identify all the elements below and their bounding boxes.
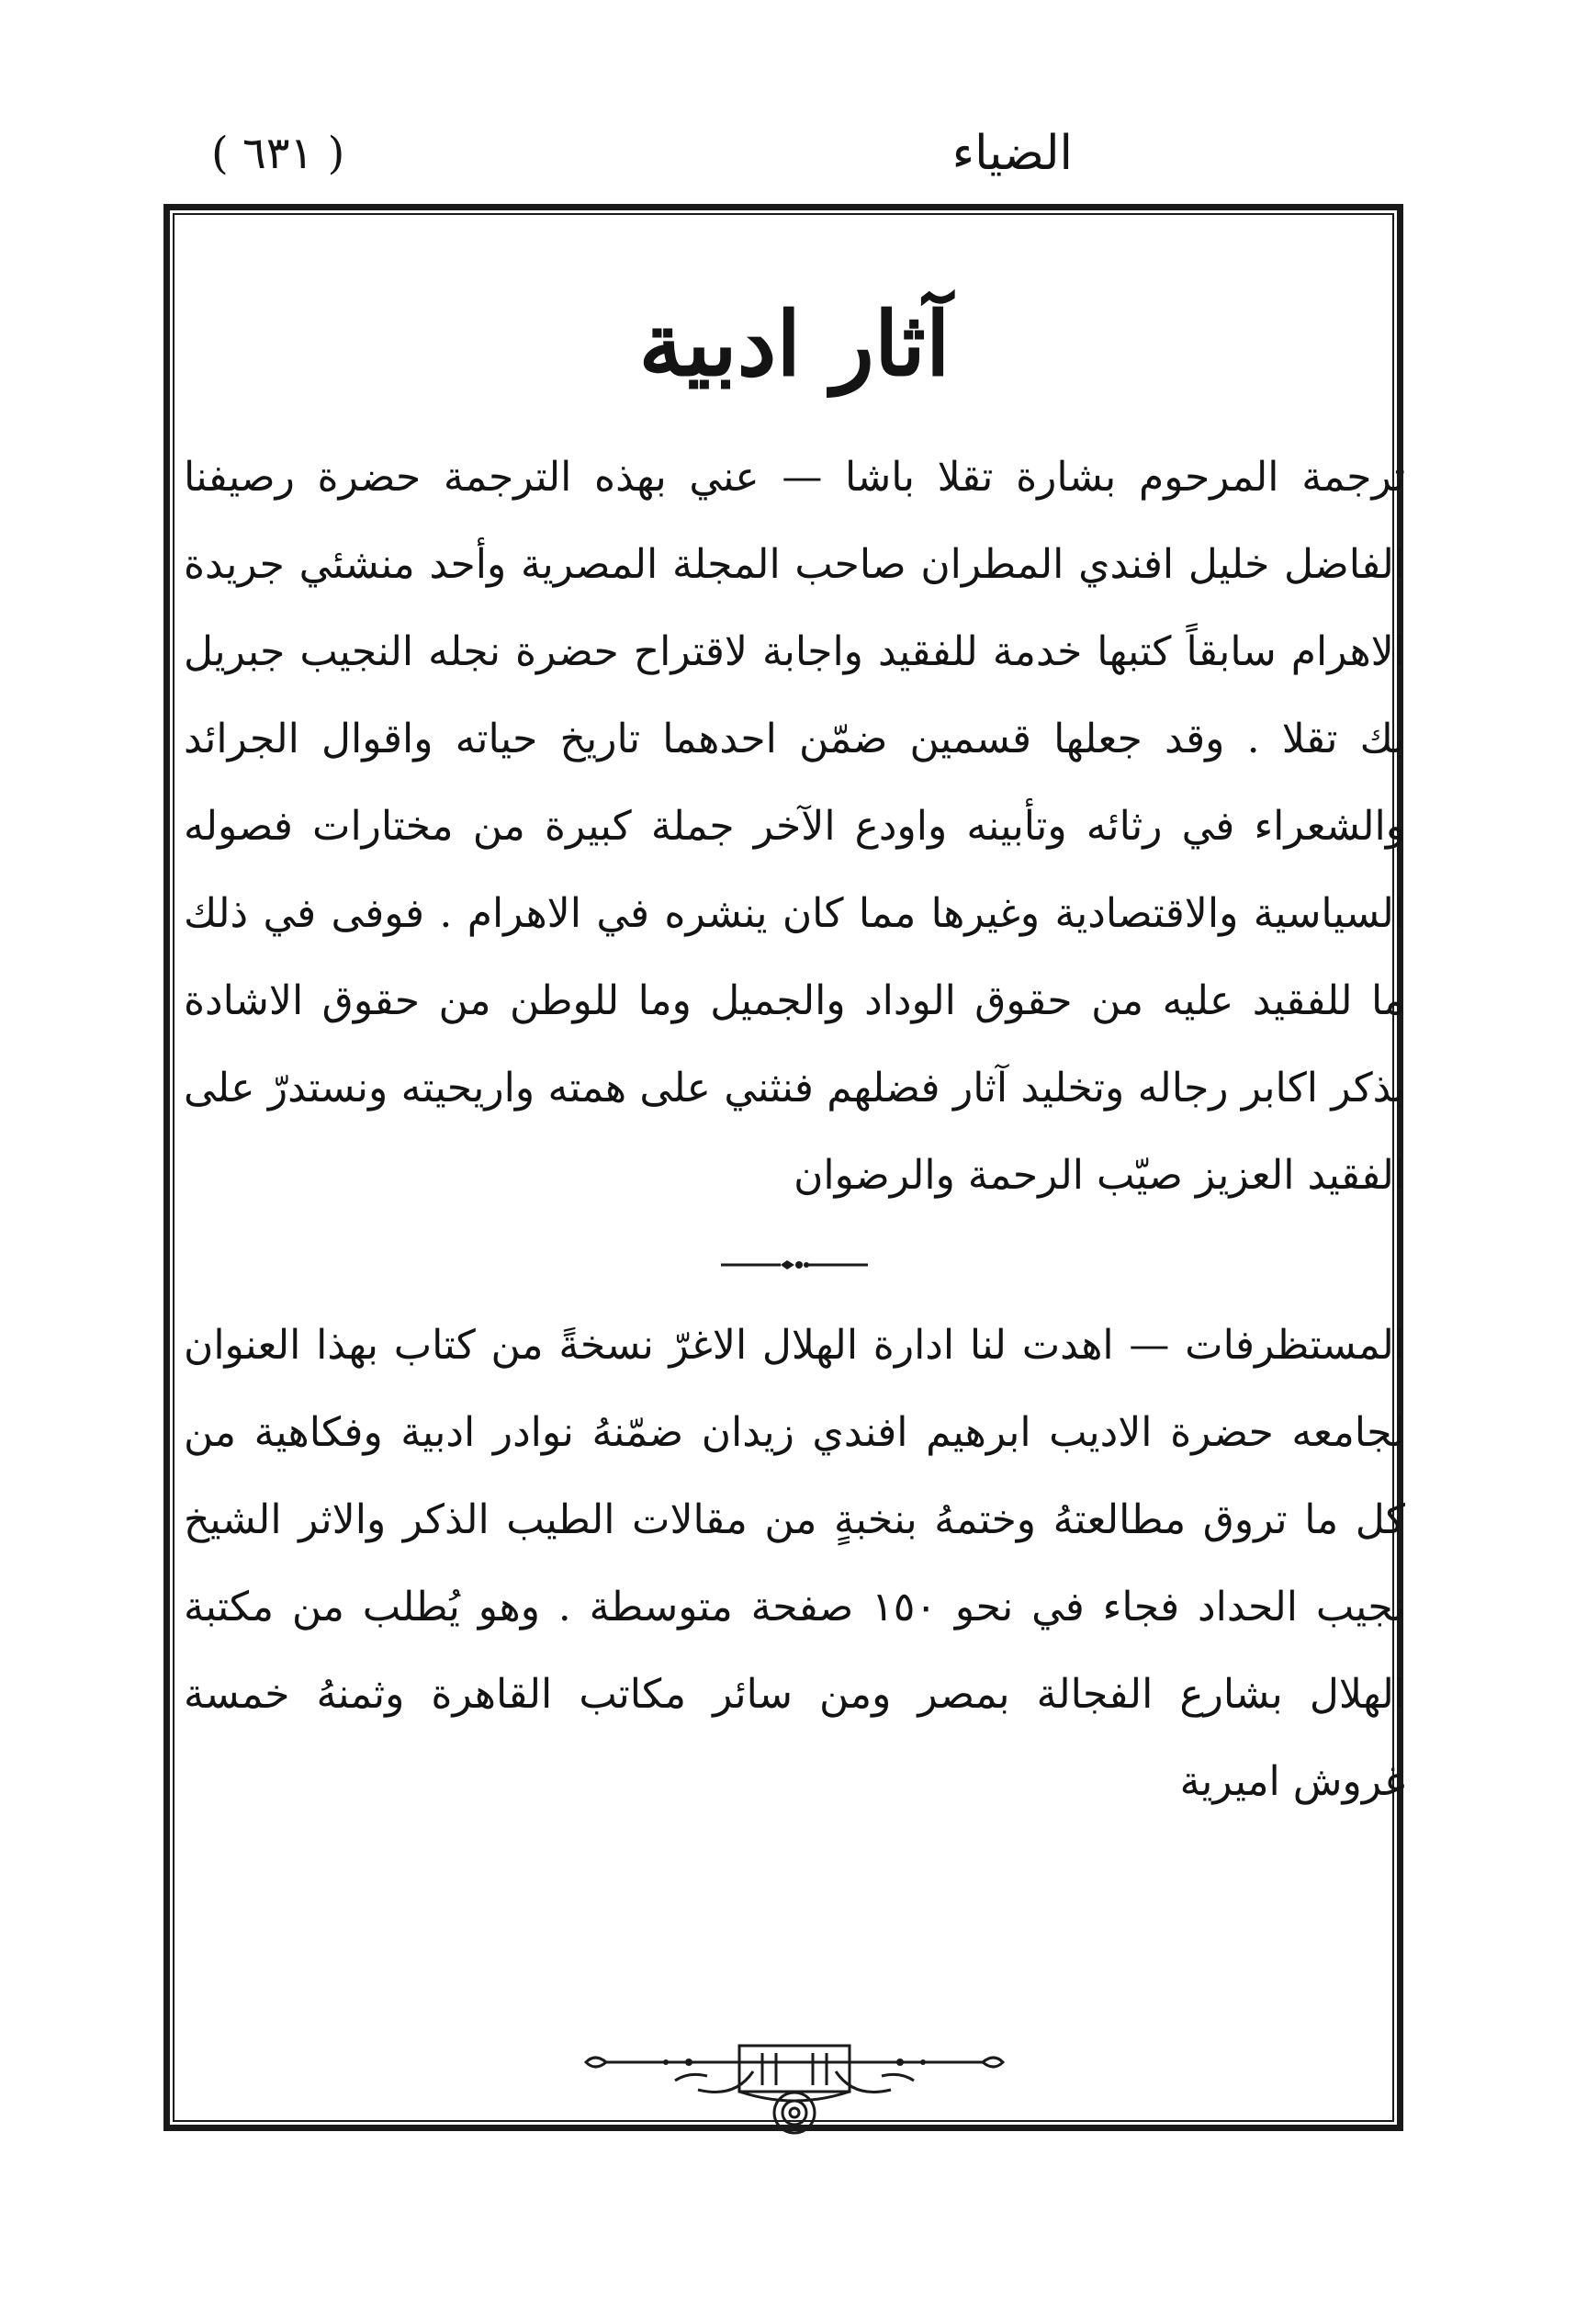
tailpiece-ornament-icon — [579, 2035, 1010, 2154]
article-1-dash: — — [782, 454, 823, 501]
page-content — [184, 276, 1405, 1825]
running-title: الضياء — [951, 126, 1073, 181]
article-2-dash: — — [1129, 1322, 1170, 1369]
section-title: آثار ادبية — [638, 292, 951, 396]
article-2-lead: المستظرفات — [1185, 1322, 1405, 1369]
article-1 — [184, 434, 1405, 1219]
section-divider — [184, 1237, 1405, 1292]
article-1-body: عني بهذه الترجمة حضرة رصيفنا الفاضل خليل افندي المطران صاحب المجلة المصرية وأحد منشئي جريدة الاهرام سابقاً كتبها خدمة للفقيد واجابة لاقتراح حضرة نجله النجيب جبريل بك تقلا . وقد جعلها قسمين ضمّن احدهما تاريخ حياته واقوال الجرائد والشعراء في رثائه وتأبينه واودع الآخر جملة كبيرة من مختارات فصوله السياسية والاقتصادية وغيرها مما كان ينشره في الاهرام . فوفى في ذلك ما للفقيد عليه من حقوق الوداد والجميل وما للوطن من حقوق الاشادة بذكر اكابر رجاله وتخليد آثار فضلهم فنثني على همته واريحيته ونستدرّ على الفقيد العزيز صيّب الرحمة والرضوان — [184, 454, 1405, 1199]
page-number: ( ٦٣١ ) — [211, 128, 345, 179]
article-1-lead: ترجمة المرحوم بشارة تقلا باشا — [845, 454, 1405, 501]
article-2 — [184, 1302, 1405, 1825]
article-2-body: اهدت لنا ادارة الهلال الاغرّ نسخةً من كتاب بهذا العنوان لجامعه حضرة الاديب ابرهيم افندي زيدان ضمّنهُ نوادر ادبية وفكاهية من كل ما تروق مطالعتهُ وختمهُ بنخبةٍ من مقالات الطيب الذكر والاثر الشيخ نجيب الحداد فجاء في نحو ١٥٠ صفحة متوسطة . وهو يُطلب من مكتبة الهلال بشارع الفجالة بمصر ومن سائر مكاتب القاهرة وثمنهُ خمسة غروش اميرية — [184, 1322, 1405, 1805]
divider-ornament-icon — [721, 1256, 868, 1274]
page-header — [184, 112, 1405, 195]
